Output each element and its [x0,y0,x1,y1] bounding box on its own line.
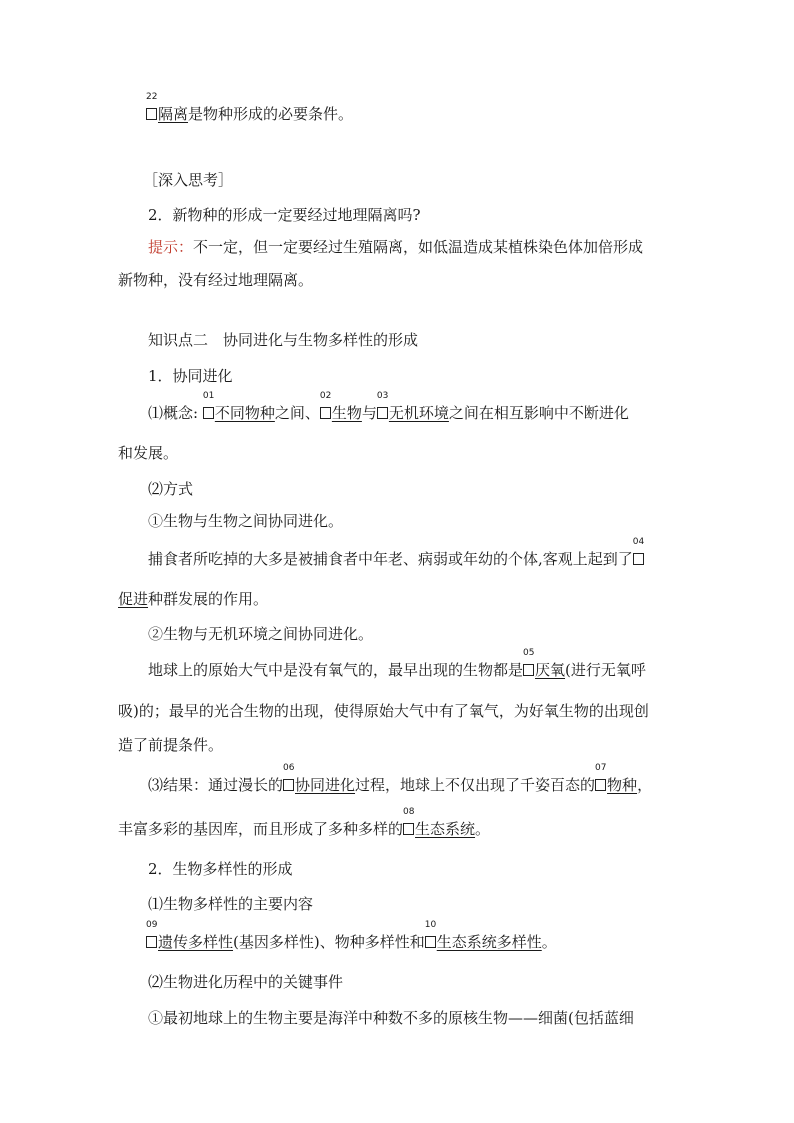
body-text: 。 [541,933,557,951]
result-line-1 [148,763,653,795]
earth-line-2: 吸)的；最早的光合生物的出现，使得原始大气中有了氧气，为好氧生物的出现创 [118,702,649,720]
hint-label: 提示： [148,238,194,256]
predator-line-1 [148,537,645,569]
answer-text: 协同进化 [295,776,356,794]
answer-line-22 [146,92,354,124]
blank-marker-03 [376,391,389,423]
blank-box [320,407,331,419]
body-text: ， [637,776,653,794]
blank-marker-02 [319,391,332,423]
body-text: 捕食者所吃掉的大多是被捕食者中年老、病弱或年幼的个体,客观上起到了 [148,550,633,568]
blank-marker-04 [632,537,645,569]
answer-text: 隔离 [158,105,189,123]
answer-text: 无机环境 [388,404,449,422]
blank-box [283,779,294,791]
answer-text: 厌氧 [535,661,566,679]
subsection-1-title: 1．协同进化 [148,367,233,385]
hint-line-1 [148,237,643,257]
blank-box [403,823,414,835]
blank-number: 06 [283,763,295,773]
concept-prefix: ⑴概念: [148,404,199,422]
body-text: (进行无氧呼 [565,661,646,679]
answer-text: 生态系统多样性 [436,933,542,951]
answer-text: 生态系统 [415,820,476,838]
key-event-1: ①最初地球上的生物主要是海洋中种数不多的原核生物——细菌(包括蓝细 [148,1009,634,1027]
blank-marker-05 [523,648,535,680]
blank-number: 10 [424,920,437,930]
result-line-2 [118,807,491,839]
answer-text: 生物 [331,404,362,422]
body-text: 与 [361,404,377,422]
concept-line [148,391,629,423]
hint-line-2: 新物种，没有经过地理隔离。 [118,271,314,289]
blank-number: 02 [319,391,332,401]
hint-text: 不一定，但一定要经过生殖隔离，如低温造成某植株染色体加倍形成 [193,238,644,256]
mode-title: ⑵方式 [148,480,194,498]
blank-marker-07 [595,763,607,795]
body-text: 种群发展的作用。 [148,590,269,608]
body-text: 过程，地球上不仅出现了千姿百态的 [355,776,596,794]
deep-thinking-heading: ［深入思考］ [143,171,234,189]
blank-box [203,407,214,419]
mode-1: ①生物与生物之间协同进化。 [148,512,344,530]
body-text: 。 [475,820,491,838]
body-text: (基因多样性)、物种多样性和 [233,933,425,951]
blank-number: 07 [595,763,607,773]
blank-marker-08 [403,807,415,839]
blank-marker-22 [146,92,158,124]
blank-number: 09 [146,920,158,930]
blank-number: 08 [403,807,415,817]
blank-number: 04 [632,537,645,547]
answer-text: 不同物种 [214,404,275,422]
blank-marker-06 [283,763,295,795]
diversity-line [146,920,557,952]
mode-2: ②生物与无机环境之间协同进化。 [148,625,374,643]
answer-text: 促进 [118,590,149,608]
blank-marker-01 [202,391,215,423]
blank-box [633,553,644,565]
blank-box [146,936,157,948]
section-title: 知识点二 协同进化与生物多样性的形成 [148,331,419,349]
earth-line-1 [148,648,646,680]
blank-marker-10 [424,920,437,952]
blank-box [377,407,388,419]
body-text: 之间在相互影响中不断进化 [448,404,629,422]
blank-box [523,664,534,676]
concept-line-2: 和发展。 [118,444,179,462]
body-text: 丰富多彩的基因库，而且形成了多种多样的 [118,820,404,838]
blank-number: 03 [376,391,389,401]
predator-line-2 [118,589,268,609]
blank-box [146,108,157,120]
body-text: 是物种形成的必要条件。 [188,105,354,123]
blank-box [595,779,606,791]
blank-number: 05 [523,648,535,658]
earth-line-3: 造了前提条件。 [118,736,224,754]
blank-number: 22 [146,92,158,102]
body-text: 之间、 [274,404,320,422]
blank-marker-09 [146,920,158,952]
body-text: ⑶结果：通过漫长的 [148,776,284,794]
body-text: 地球上的原始大气中是没有氧气的，最早出现的生物都是 [148,661,524,679]
subsection-2-title: 2．生物多样性的形成 [148,860,293,878]
answer-text: 遗传多样性 [158,933,234,951]
diversity-title: ⑴生物多样性的主要内容 [148,895,314,913]
key-events-title: ⑵生物进化历程中的关键事件 [148,973,344,991]
answer-text: 物种 [607,776,638,794]
blank-box [425,936,436,948]
blank-number: 01 [202,391,215,401]
question-2: 2．新物种的形成一定要经过地理隔离吗? [148,206,421,224]
